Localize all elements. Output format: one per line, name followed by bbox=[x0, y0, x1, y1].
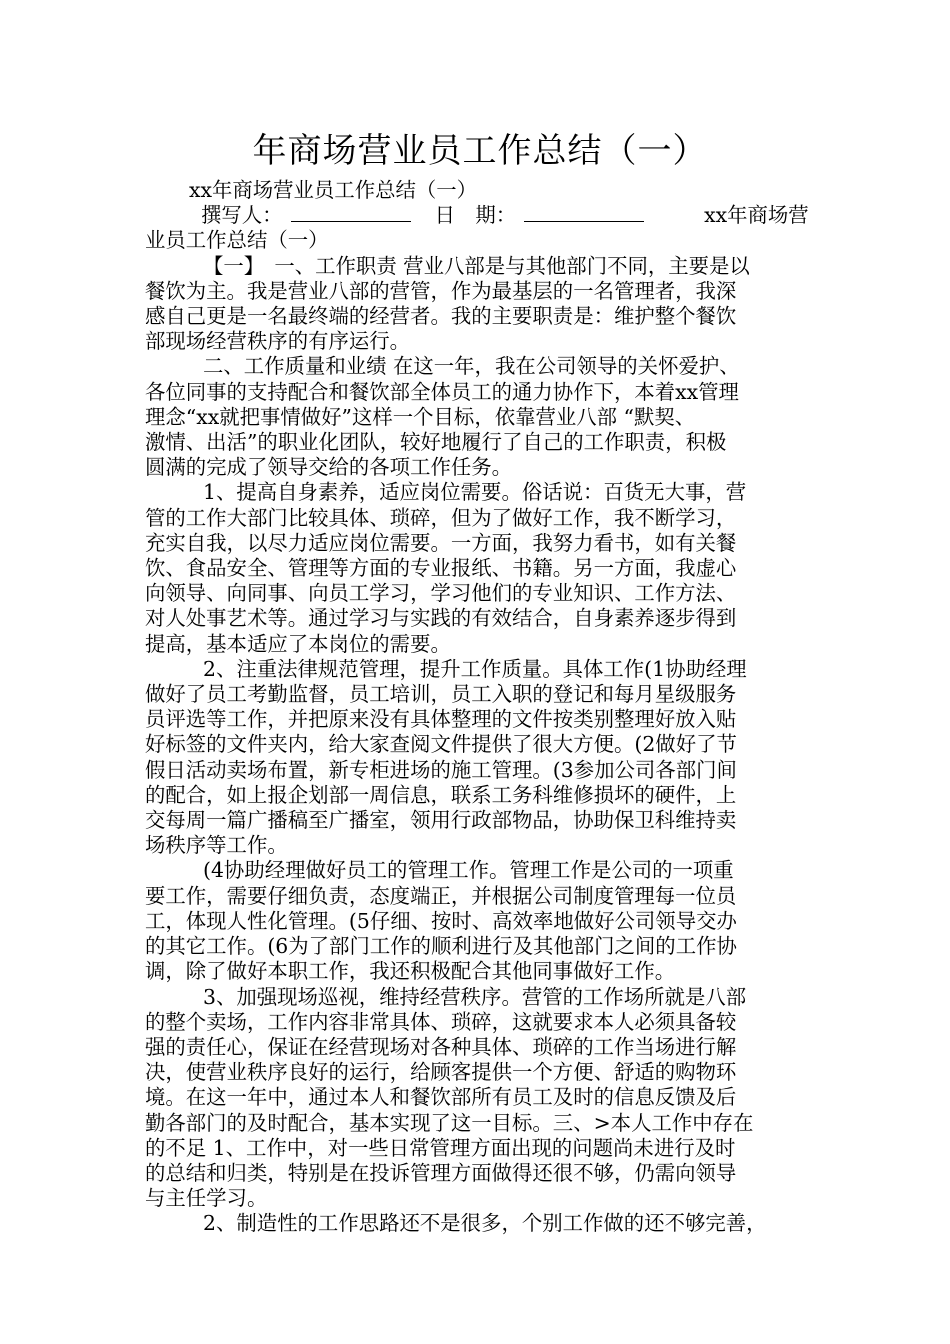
body-line: 的配合，如上报企划部一周信息，联系工务科维修损坏的硬件，上 bbox=[145, 782, 737, 807]
body-line: 理念“xx就把事情做好”这样一个目标，依靠营业八部 “默契、 bbox=[145, 404, 696, 429]
body-line: 的其它工作。(6为了部门工作的顺利进行及其他部门之间的工作协 bbox=[145, 934, 737, 959]
document-page bbox=[145, 128, 815, 1237]
body-line: 要工作，需要仔细负责，态度端正，并根据公司制度管理每一位员 bbox=[145, 883, 737, 908]
body-line: (4协助经理做好员工的管理工作。管理工作是公司的一项重 bbox=[203, 858, 734, 883]
body-line: 部现场经营秩序的有序运行。 bbox=[145, 329, 411, 354]
author-label: 撰写人： bbox=[201, 203, 283, 228]
document-subtitle: xx年商场营业员工作总结（一） bbox=[189, 178, 478, 202]
body-line: 2、注重法律规范管理，提升工作质量。具体工作(1协助经理 bbox=[203, 656, 747, 681]
body-line: 管的工作大部门比较具体、琐碎，但为了做好工作，我不断学习， bbox=[145, 505, 737, 530]
author-blank bbox=[291, 203, 411, 222]
body-line: 圆满的完成了领导交给的各项工作任务。 bbox=[145, 455, 513, 480]
body-line: 1、提高自身素养，适应岗位需要。俗话说：百货无大事，营 bbox=[203, 480, 747, 505]
body-line: 的不足 1、工作中，对一些日常管理方面出现的问题尚未进行及时 bbox=[145, 1135, 736, 1160]
body-line: 对人处事艺术等。通过学习与实践的有效结合，自身素养逐步得到 bbox=[145, 606, 737, 631]
body-line: 与主任学习。 bbox=[145, 1186, 268, 1211]
body-line: 各位同事的支持配合和餐饮部全体员工的通力协作下，本着xx管理 bbox=[145, 379, 739, 404]
body-line: 的总结和归类，特别是在投诉管理方面做得还很不够，仍需向领导 bbox=[145, 1160, 737, 1185]
meta-trailing-text: xx年商场营 bbox=[704, 203, 809, 228]
body-line: 勤各部门的及时配合，基本实现了这一目标。三、>本人工作中存在 bbox=[145, 1110, 754, 1135]
document-title: 年商场营业员工作总结（一） bbox=[252, 131, 708, 171]
body-line: 调，除了做好本职工作，我还积极配合其他同事做好工作。 bbox=[145, 959, 676, 984]
meta-line bbox=[145, 203, 815, 228]
body-line: 提高，基本适应了本岗位的需要。 bbox=[145, 631, 451, 656]
body-line: 饮、食品安全、管理等方面的专业报纸、书籍。另一方面，我虚心 bbox=[145, 556, 737, 581]
body-line: 决，使营业秩序良好的运行，给顾客提供一个方便、舒适的购物环 bbox=[145, 1060, 737, 1085]
body-line: 境。在这一年中，通过本人和餐饮部所有员工及时的信息反馈及后 bbox=[145, 1085, 737, 1110]
body-line: 【一】 一、工作职责 营业八部是与其他部门不同，主要是以 bbox=[203, 253, 750, 278]
body-line: 工，体现人性化管理。(5仔细、按时、高效率地做好公司领导交办 bbox=[145, 908, 737, 933]
body-line: 餐饮为主。我是营业八部的营管，作为最基层的一名管理者，我深 bbox=[145, 278, 737, 303]
body-line: 的整个卖场，工作内容非常具体、琐碎，这就要求本人必须具备较 bbox=[145, 1009, 737, 1034]
body-line: 员评选等工作，并把原来没有具体整理的文件按类别整理好放入贴 bbox=[145, 707, 737, 732]
body-line: 交每周一篇广播稿至广播室，领用行政部物品，协助保卫科维持卖 bbox=[145, 808, 737, 833]
body-line: 向领导、向同事、向员工学习，学习他们的专业知识、工作方法、 bbox=[145, 581, 737, 606]
body-line: 好标签的文件夹内，给大家查阅文件提供了很大方便。(2做好了节 bbox=[145, 732, 737, 757]
body-line: 感自己更是一名最终端的经营者。我的主要职责是：维护整个餐饮 bbox=[145, 304, 737, 329]
body-line: 强的责任心，保证在经营现场对各种具体、琐碎的工作当场进行解 bbox=[145, 1034, 737, 1059]
body-line: 2、制造性的工作思路还不是很多，个别工作做的还不够完善， bbox=[203, 1211, 767, 1236]
body-line: 假日活动卖场布置，新专柜进场的施工管理。(3参加公司各部门间 bbox=[145, 757, 737, 782]
document-body bbox=[145, 254, 815, 1237]
body-line: 场秩序等工作。 bbox=[145, 833, 288, 858]
body-line: 3、加强现场巡视，维持经营秩序。营管的工作场所就是八部 bbox=[203, 984, 747, 1009]
meta-continuation: 业员工作总结（一） bbox=[145, 228, 329, 253]
body-line: 充实自我，以尽力适应岗位需要。一方面，我努力看书，如有关餐 bbox=[145, 530, 737, 555]
date-label: 日 期： bbox=[434, 203, 517, 228]
date-blank bbox=[524, 203, 644, 222]
body-line: 二、工作质量和业绩 在这一年，我在公司领导的关怀爱护、 bbox=[203, 354, 740, 379]
body-line: 激情、出活”的职业化团队，较好地履行了自己的工作职责，积极 bbox=[145, 430, 727, 455]
body-line: 做好了员工考勤监督，员工培训，员工入职的登记和每月星级服务 bbox=[145, 682, 737, 707]
